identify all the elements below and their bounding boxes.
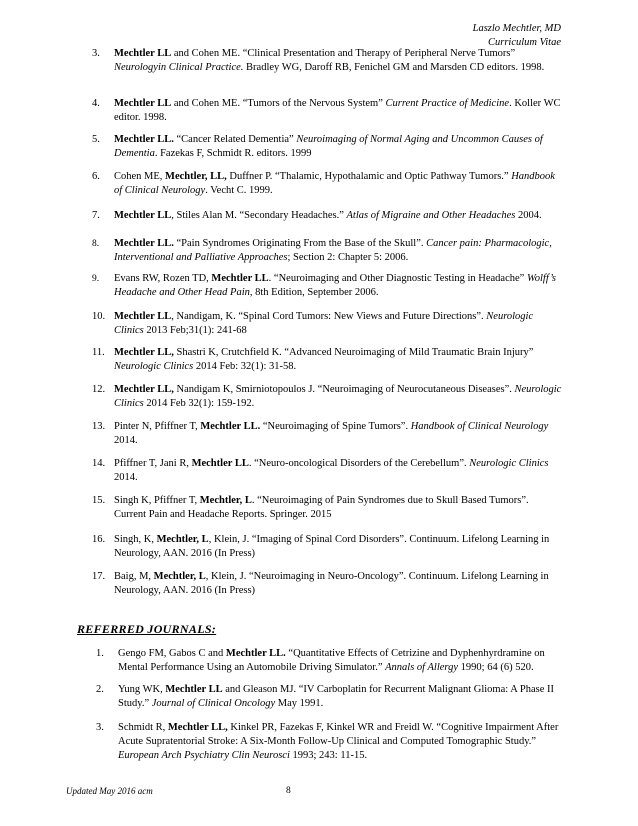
chapter-entry bbox=[92, 237, 562, 265]
citation-details: 2014 Feb: 32(1): 31-58. bbox=[193, 361, 297, 372]
citation-details: , 8th Edition, September 2006. bbox=[249, 287, 379, 298]
citation-coauthors: Pinter N, Pfiffner T, bbox=[114, 421, 201, 432]
chapter-number: 8. bbox=[92, 239, 100, 249]
chapter-entry bbox=[92, 209, 562, 223]
citation-title: Kinkel PR, Fazekas F, Kinkel WR and Freidl W. “Cognitive Impairment After Acute Supratentorial Stroke: A Six-Month Follow-Up Clinical and Computed Tomographic Study.” bbox=[118, 722, 559, 747]
citation-title: “Cancer Related Dementia” bbox=[173, 134, 297, 145]
journal-number: 3. bbox=[96, 722, 104, 733]
citation-author-bold: Mechtler LL bbox=[191, 458, 249, 469]
chapter-number: 15. bbox=[92, 495, 106, 506]
citation-source: Neurologic Clinics bbox=[469, 458, 549, 469]
citation-source: Handbook of Clinical Neurology bbox=[410, 421, 549, 432]
citation-author-bold: Mechtler LL bbox=[114, 311, 172, 322]
citation-title: and Gleason MJ. “IV Carboplatin for Recurrent Malignant Glioma: A Phase II Study.” bbox=[118, 684, 554, 709]
citation-details: 1990; 64 (6) 520. bbox=[458, 662, 534, 673]
chapter-citation bbox=[114, 272, 562, 300]
journal-entry bbox=[96, 683, 566, 711]
citation-coauthors: Schmidt R, bbox=[118, 722, 168, 733]
citation-author-bold: Mechtler LL. bbox=[114, 134, 174, 145]
chapter-number: 17. bbox=[92, 571, 106, 582]
chapter-entry bbox=[92, 494, 562, 522]
citation-source: Neurologic Clinics bbox=[114, 384, 562, 409]
chapter-citation bbox=[114, 97, 562, 125]
chapter-entry bbox=[92, 272, 562, 300]
citation-author-bold: Mechtler LL. bbox=[200, 421, 261, 432]
citation-details: 2014. bbox=[114, 435, 138, 446]
citation-coauthors: Gengo FM, Gabos C and bbox=[118, 648, 226, 659]
citation-author-bold: Mechtler, LL, bbox=[165, 171, 227, 182]
journal-entry bbox=[96, 721, 566, 763]
citation-title: . “Neuro-oncological Disorders of the Cerebellum”. bbox=[248, 458, 470, 469]
section-title: REFERRED JOURNALS: bbox=[77, 622, 217, 636]
citation-author-bold: Mechtler LL bbox=[114, 210, 172, 221]
citation-title: . “Neuroimaging of Pain Syndromes due to Skull Based Tumors”. Current Pain and Headache Reports. Springer. 2015 bbox=[114, 495, 529, 520]
chapter-number: 7. bbox=[92, 210, 100, 221]
chapter-citation bbox=[114, 170, 562, 198]
citation-details: 2013 Feb;31(1): 241-68 bbox=[143, 325, 247, 336]
chapter-citation bbox=[114, 47, 562, 75]
citation-details: . Koller WC editor. 1998. bbox=[114, 98, 561, 123]
citation-author-bold: Mechtler LL. bbox=[114, 238, 174, 249]
chapter-entry bbox=[92, 420, 562, 448]
citation-title: , Klein, J. “Neuroimaging in Neuro-Oncology”. Continuum. Lifelong Learning in Neurology, AAN. 2016 (In Press) bbox=[114, 571, 549, 596]
citation-coauthors: Evans RW, Rozen TD, bbox=[114, 273, 212, 284]
citation-source: Handbook of Clinical Neurology bbox=[114, 171, 555, 196]
chapter-citation bbox=[114, 494, 562, 522]
chapter-citation bbox=[114, 533, 562, 561]
citation-title: Nandigam K, Smirniotopoulos J. “Neuroimaging of Neurocutaneous Diseases”. bbox=[173, 384, 515, 395]
citation-details: 2014. bbox=[114, 472, 138, 483]
citation-coauthors: Singh K, Pfiffner T, bbox=[114, 495, 200, 506]
citation-details: Bradley WG, Daroff RB, Fenichel GM and Marsden CD editors. 1998. bbox=[243, 62, 545, 73]
chapter-citation bbox=[114, 310, 562, 338]
chapter-citation bbox=[114, 457, 562, 485]
chapter-entry bbox=[92, 170, 562, 198]
citation-source-cont: in Clinical Practice. bbox=[157, 62, 244, 73]
citation-title: and Cohen ME. “Clinical Presentation and Therapy of Peripheral Nerve Tumors” bbox=[171, 48, 516, 59]
journal-number: 1. bbox=[96, 648, 104, 659]
chapter-entry bbox=[92, 457, 562, 485]
chapter-number: 4. bbox=[92, 98, 100, 109]
citation-author-bold: Mechtler LL bbox=[114, 48, 172, 59]
chapter-entry bbox=[92, 383, 562, 411]
citation-coauthors: Yung WK, bbox=[118, 684, 166, 695]
citation-author-bold: Mechtler, L bbox=[156, 534, 209, 545]
chapter-number: 6. bbox=[92, 171, 100, 182]
citation-title: “Pain Syndromes Originating From the Base of the Skull”. bbox=[173, 238, 427, 249]
citation-details: . Vecht C. 1999. bbox=[205, 185, 273, 196]
citation-source: Neurologic Clinics bbox=[114, 361, 194, 372]
citation-source: Journal of Clinical Oncology bbox=[151, 698, 276, 709]
citation-coauthors: Pfiffner T, Jani R, bbox=[114, 458, 192, 469]
citation-author-bold: Mechtler LL, bbox=[114, 384, 174, 395]
chapter-number: 14. bbox=[92, 458, 106, 469]
citation-source: Neurologic Clinics bbox=[114, 311, 534, 336]
journal-entry bbox=[96, 647, 566, 675]
citation-author-bold: Mechtler LL bbox=[211, 273, 269, 284]
citation-title: “Quantitative Effects of Cetrizine and Dyphenhyrdramine on Mental Performance Using an Automobile Driving Simulator.” bbox=[118, 648, 545, 673]
journal-citation bbox=[118, 721, 566, 763]
chapter-number: 11. bbox=[92, 347, 105, 358]
citation-title: , Stiles Alan M. “Secondary Headaches.” bbox=[171, 210, 347, 221]
chapter-entry bbox=[92, 310, 562, 338]
chapter-entry bbox=[92, 47, 562, 75]
chapter-citation bbox=[114, 420, 562, 448]
chapter-citation bbox=[114, 383, 562, 411]
citation-details: 1993; 243: 11-15. bbox=[289, 750, 368, 761]
citation-source: European Arch Psychiatry Clin Neurosci bbox=[118, 750, 290, 761]
chapter-entry bbox=[92, 97, 562, 125]
citation-details: . Fazekas F, Schmidt R. editors. 1999 bbox=[154, 148, 312, 159]
chapter-number: 12. bbox=[92, 384, 106, 395]
citation-source: Neurology bbox=[114, 62, 158, 73]
chapter-number: 5. bbox=[92, 134, 100, 145]
chapter-number: 3. bbox=[92, 48, 100, 59]
citation-author-bold: Mechtler, L bbox=[153, 571, 206, 582]
journal-citation bbox=[118, 683, 566, 711]
footer-note: Updated May 2016 acm bbox=[66, 786, 153, 796]
citation-source: Current Practice of Medicine bbox=[385, 98, 510, 109]
chapter-number: 16. bbox=[92, 534, 106, 545]
chapter-number: 13. bbox=[92, 421, 106, 432]
chapter-citation bbox=[114, 346, 562, 374]
citation-author-bold: Mechtler LL, bbox=[114, 347, 174, 358]
header-name: Laszlo Mechtler, MD bbox=[472, 23, 561, 34]
citation-title: . “Neuroimaging and Other Diagnostic Testing in Headache” bbox=[268, 273, 527, 284]
page-header bbox=[473, 22, 561, 50]
citation-title: , Nandigam, K. “Spinal Cord Tumors: New Views and Future Directions”. bbox=[171, 311, 487, 322]
chapter-number: 9. bbox=[92, 274, 100, 284]
chapter-citation bbox=[114, 133, 562, 161]
chapter-citation bbox=[114, 237, 562, 265]
citation-title: , Klein, J. “Imaging of Spinal Cord Disorders”. Continuum. Lifelong Learning in Neurology, AAN. 2016 (In Press) bbox=[114, 534, 550, 559]
citation-source: Cancer pain: Pharmacologic, Interventional and Palliative Approaches bbox=[114, 238, 552, 263]
citation-source: Annals of Allergy bbox=[385, 662, 459, 673]
citation-source: Atlas of Migraine and Other Headaches bbox=[346, 210, 516, 221]
citation-author-bold: Mechtler LL. bbox=[225, 648, 286, 659]
citation-title: Duffner P. “Thalamic, Hypothalamic and Optic Pathway Tumors.” bbox=[226, 171, 512, 182]
chapter-number: 10. bbox=[92, 311, 106, 322]
chapter-entry bbox=[92, 570, 562, 598]
citation-coauthors: Cohen ME, bbox=[114, 171, 166, 182]
citation-details: ; Section 2: Chapter 5: 2006. bbox=[287, 252, 409, 263]
citation-title: “Neuroimaging of Spine Tumors”. bbox=[260, 421, 411, 432]
chapter-entry bbox=[92, 346, 562, 374]
chapter-entry bbox=[92, 533, 562, 561]
citation-source: Wolff’s Headache and Other Head Pain bbox=[114, 273, 556, 298]
page-number: 8 bbox=[286, 786, 291, 796]
chapter-citation bbox=[114, 570, 562, 598]
citation-coauthors: Singh, K, bbox=[114, 534, 157, 545]
citation-coauthors: Baig, M, bbox=[114, 571, 154, 582]
citation-author-bold: Mechtler LL, bbox=[167, 722, 228, 733]
citation-details: 2014 Feb 32(1): 159-192. bbox=[143, 398, 255, 409]
citation-title: and Cohen ME. “Tumors of the Nervous System” bbox=[171, 98, 386, 109]
citation-author-bold: Mechtler, L bbox=[199, 495, 252, 506]
citation-details: 2004. bbox=[515, 210, 542, 221]
citation-author-bold: Mechtler LL bbox=[114, 98, 172, 109]
citation-title: Shastri K, Crutchfield K. “Advanced Neuroimaging of Mild Traumatic Brain Injury” bbox=[173, 347, 534, 358]
journal-number: 2. bbox=[96, 684, 104, 695]
chapter-citation bbox=[114, 209, 562, 223]
chapter-entry bbox=[92, 133, 562, 161]
header-subtitle: Curriculum Vitae bbox=[487, 37, 561, 48]
citation-source: Neuroimaging of Normal Aging and Uncommon Causes of Dementia bbox=[114, 134, 543, 159]
journal-citation bbox=[118, 647, 566, 675]
citation-author-bold: Mechtler LL bbox=[165, 684, 223, 695]
citation-details: May 1991. bbox=[275, 698, 324, 709]
